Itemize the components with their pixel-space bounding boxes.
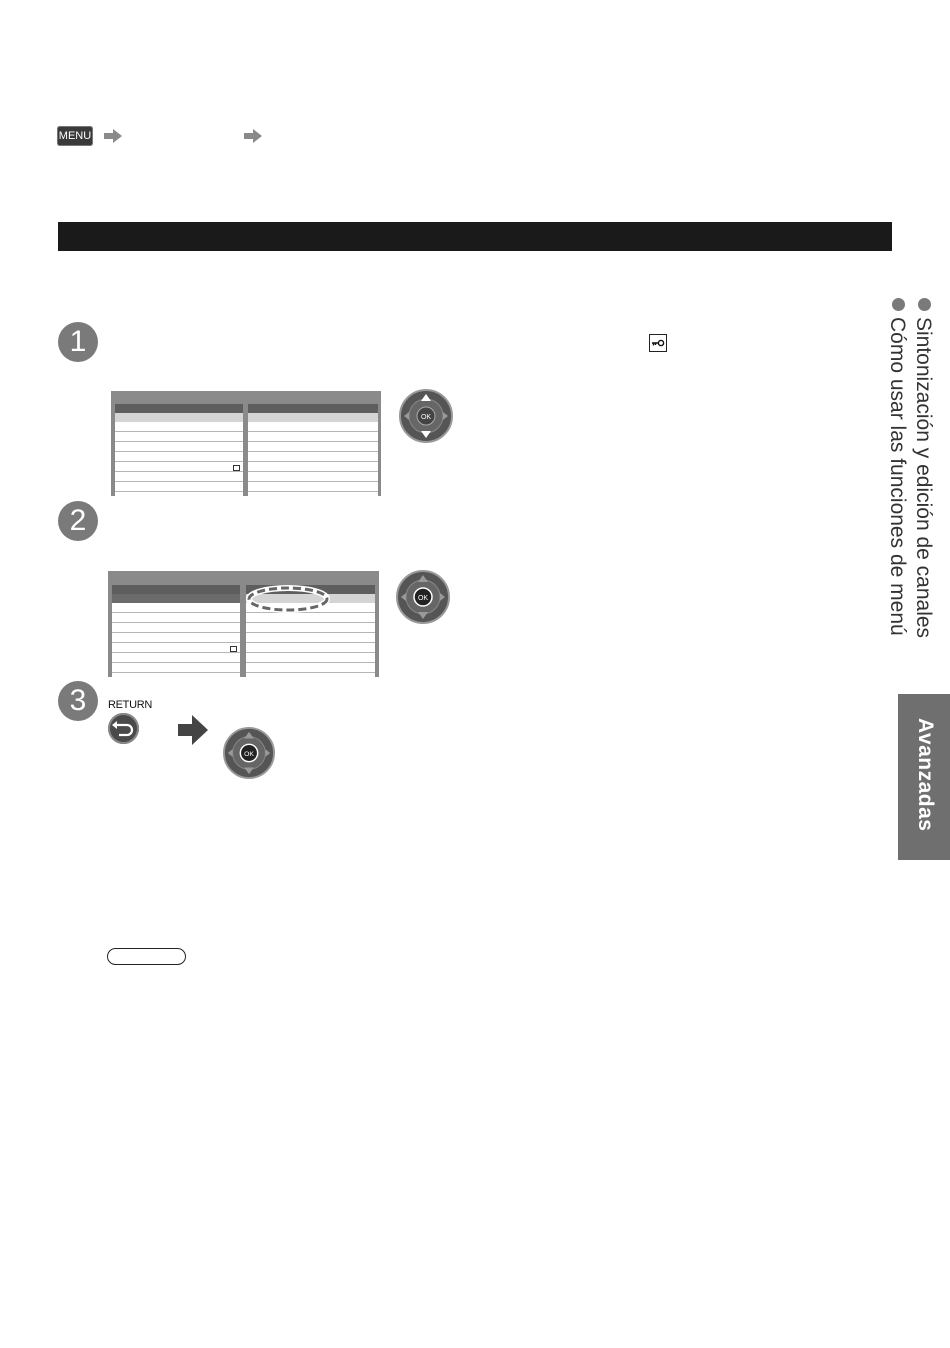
arrow-right-icon [178, 715, 208, 745]
menu-key-icon: MENU [57, 126, 93, 146]
step-number-3: 3 [58, 681, 98, 721]
sidebar-line-1: Sintonización y edición de canales [910, 298, 936, 638]
selection-highlight-ellipse [246, 585, 330, 613]
bullet-icon [918, 298, 931, 311]
section-header-bar [58, 222, 892, 251]
sidebar-section-titles [884, 298, 936, 638]
lock-icon [649, 334, 667, 352]
step-number-1: 1 [58, 322, 98, 362]
return-label: RETURN [108, 699, 153, 711]
menu-screen-illustration [108, 571, 379, 677]
menu-screen-illustration [111, 391, 381, 496]
sidebar-tab-avanzadas [898, 694, 950, 860]
return-button-icon [108, 713, 139, 744]
step-number-2: 2 [58, 501, 98, 541]
cursor-pad-up-down-icon [399, 389, 453, 443]
cursor-pad-ok-icon [223, 727, 275, 779]
ok-label: OK [417, 595, 429, 602]
note-label-box [107, 948, 186, 965]
cursor-pad-ok-icon [396, 570, 450, 624]
sidebar-line-2: Cómo usar las funciones de menú [884, 298, 910, 638]
arrow-right-icon [104, 129, 122, 143]
ok-label: OK [420, 414, 432, 421]
arrow-right-icon [244, 129, 262, 143]
sidebar-tab-label: Avanzadas [914, 718, 937, 832]
bullet-icon [892, 298, 905, 311]
ok-label: OK [244, 750, 254, 758]
